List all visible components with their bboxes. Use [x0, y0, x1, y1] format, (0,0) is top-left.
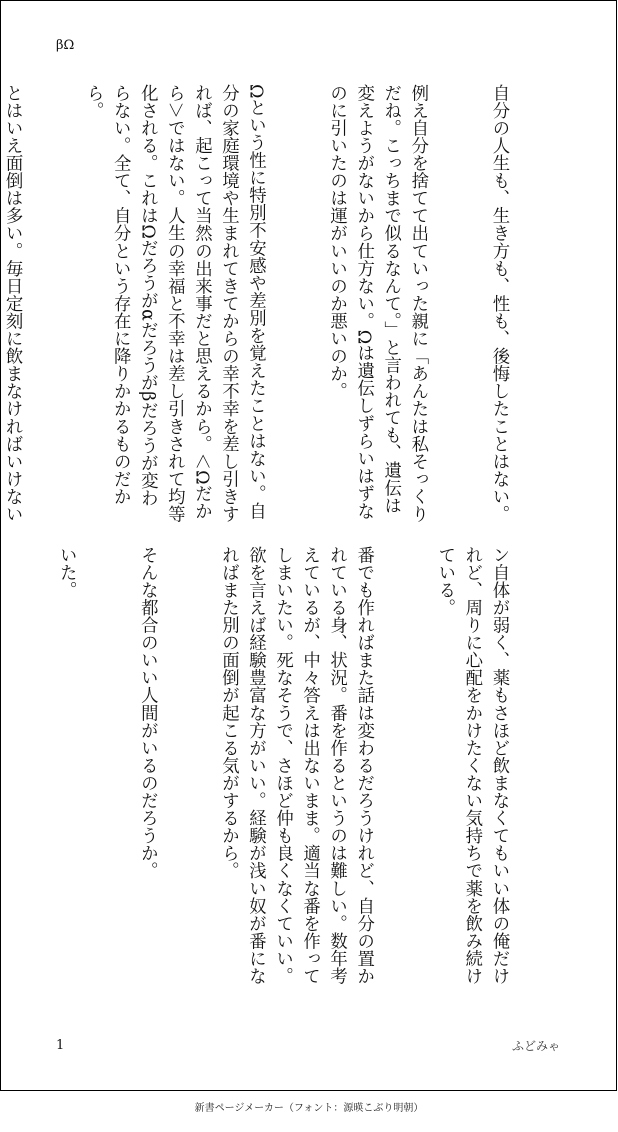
paragraph: Ωという性に特別不安感や差別を覚えたことはない。自分の家庭環境や生まれてきてからの幸不幸を差し引きすれば、起こって当然の出来事だと思えるから。＜Ωだから＞ではない。人生の幸福と不幸は差し引きされて均等化される。これはΩだろうがαだろうがβだろうが変わらない。全て、自分という存在に降りかかるものだから。 — [83, 84, 266, 523]
paragraph: 自分の人生も、生き方も、性も、後悔したことはない。 — [488, 84, 509, 523]
paragraph: いた。 — [56, 546, 77, 599]
paragraph: ン自体が弱く、薬もさほど飲まなくてもいい体の俺だけれど、周りに心配をかけたくない気持ちで薬を飲み続けている。 — [434, 546, 509, 985]
paragraph: そんな都合のいい人間がいるのだろうか。 — [137, 546, 158, 880]
text-block-lower — [46, 546, 566, 986]
text-block-upper — [2, 84, 566, 524]
paragraph: 例え自分を捨てて出ていった親に「あんたは私そっくりだね。こっちまで似るなんて。」と言われても、遺伝は変えようがないから仕方ない。Ωは遺伝しずらいはずなのに引いたのは運がいいのか悪いのか。 — [326, 84, 428, 523]
author-name: ふどみゃ — [511, 1039, 560, 1053]
paragraph: 番でも作ればまた話は変わるだろうけれど、自分の置かれている身、状況。番を作るというのは難しい。数年考えているが、中々答えは出ないまま。適当な番を作ってしまいたい。死なそうで、さほど仲も良くなくていい。欲を言えば経験豊富な方がいい。経験が浅い奴が番になればまた別の面倒が起こる気がするから。 — [218, 546, 374, 985]
generator-credit: 新書ページメーカー（フォント：源暎こぶり明朝） — [194, 1103, 424, 1114]
page-number: 1 — [56, 1038, 65, 1053]
page-header-title: βΩ — [56, 38, 75, 53]
paragraph: とはいえ面倒は多い。毎日定刻に飲まなければいけない — [2, 84, 23, 523]
